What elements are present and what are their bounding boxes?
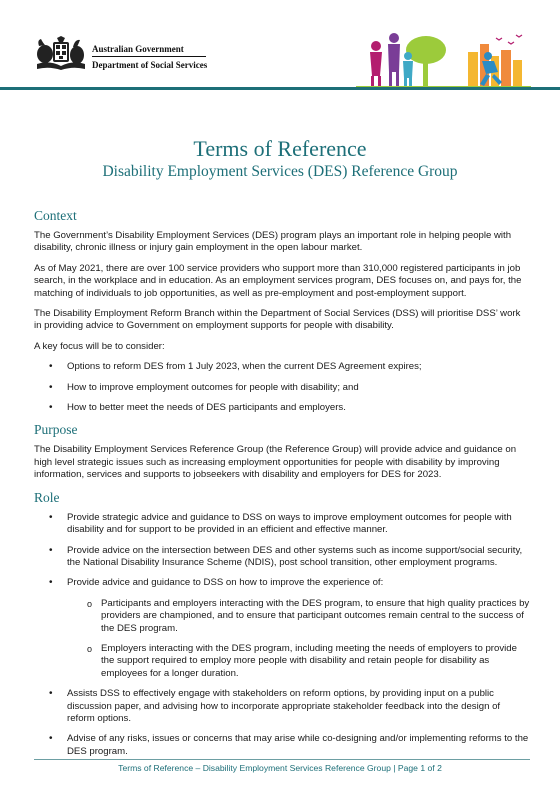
department-name: Department of Social Services xyxy=(92,60,208,70)
purpose-section xyxy=(34,422,530,481)
page-header xyxy=(0,0,560,92)
role-section xyxy=(34,490,530,759)
purpose-paragraph: The Disability Employment Services Reference Group (the Reference Group) will provide advice and guidance on high level strategic issues such as increasing employment opportunities for people with disability by improving information, services and supports to jobseekers with disability and employers for DES for 2023. xyxy=(34,444,517,481)
page-subtitle: Disability Employment Services (DES) Reference Group xyxy=(102,163,458,180)
page-footer: Terms of Reference – Disability Employment Services Reference Group | Page 1 of 2 xyxy=(118,763,442,773)
coat-of-arms-logo xyxy=(33,36,89,72)
footer-divider xyxy=(34,759,530,760)
purpose-heading: Purpose xyxy=(34,422,78,438)
context-paragraph: The Government’s Disability Employment Services (DES) program plays an important role in helping people with disability, chronic illness or injury gain employment in the open labour market. xyxy=(34,230,512,254)
page-title: Terms of Reference xyxy=(193,136,367,161)
context-paragraph: As of May 2021, there are over 100 service providers who support more than 310,000 registered participants in job search, in the workplace and in education. As an employment services program, DES focuses on, and pays for, the matching of individuals to job opportunities, as well as pre-employment and post-employment support. xyxy=(34,262,522,299)
header-divider xyxy=(0,87,560,90)
context-paragraph: The Disability Employment Reform Branch within the Department of Social Services (DSS) will prioritise DSS’ work in providing advice to Government on employment supports for people with disability. xyxy=(34,308,521,332)
role-sub-item: o Employers interacting with the DES program, including meeting the needs of employers to provide the support required to employ more people with disability and retain people for disability as employees for a longer duration. xyxy=(67,643,530,680)
role-sub-list xyxy=(67,598,530,680)
role-item: • Advise of any risks, issues or concerns that may arise while co-designing and/or implementing reforms to the DES program. xyxy=(34,733,530,758)
role-item: • Provide advice on the intersection between DES and other systems such as income support/social security, the National Disability Insurance Scheme (NDIS), post school transition, other employment programs. xyxy=(34,545,530,570)
key-focus-list xyxy=(34,361,530,414)
key-focus-item: • Options to reform DES from 1 July 2023, when the current DES Agreement expires; xyxy=(34,361,530,373)
role-sub-item: o Participants and employers interacting with the DES program, to ensure that high quality practices by providers are championed, and to ensure that participant outcomes remain central to the success of the DES program. xyxy=(67,598,530,635)
key-focus-item: • How to improve employment outcomes for people with disability; and xyxy=(34,382,530,394)
people-illustration xyxy=(356,30,531,90)
government-name: Australian Government xyxy=(92,43,206,57)
role-heading: Role xyxy=(34,489,60,505)
role-list xyxy=(34,512,530,759)
role-item: • Provide strategic advice and guidance to DSS on ways to improve employment outcomes for people with disability and for support to be provided in an efficient and effective manner. xyxy=(34,512,530,537)
role-item-text: Provide advice and guidance to DSS on how to improve the experience of: xyxy=(67,577,384,589)
role-item xyxy=(34,577,530,680)
key-focus-item: • How to better meet the needs of DES participants and employers. xyxy=(34,402,530,414)
document-body xyxy=(34,208,530,766)
context-paragraph: A key focus will be to consider: xyxy=(34,340,165,352)
context-heading: Context xyxy=(34,208,77,223)
role-item: • Assists DSS to effectively engage with stakeholders on reform options, by providing input on a public discussion paper, and advising how to incorporate appropriate stakeholder feedback into the design of reform options. xyxy=(34,688,530,725)
government-wordmark xyxy=(92,43,207,71)
context-section xyxy=(34,208,530,414)
